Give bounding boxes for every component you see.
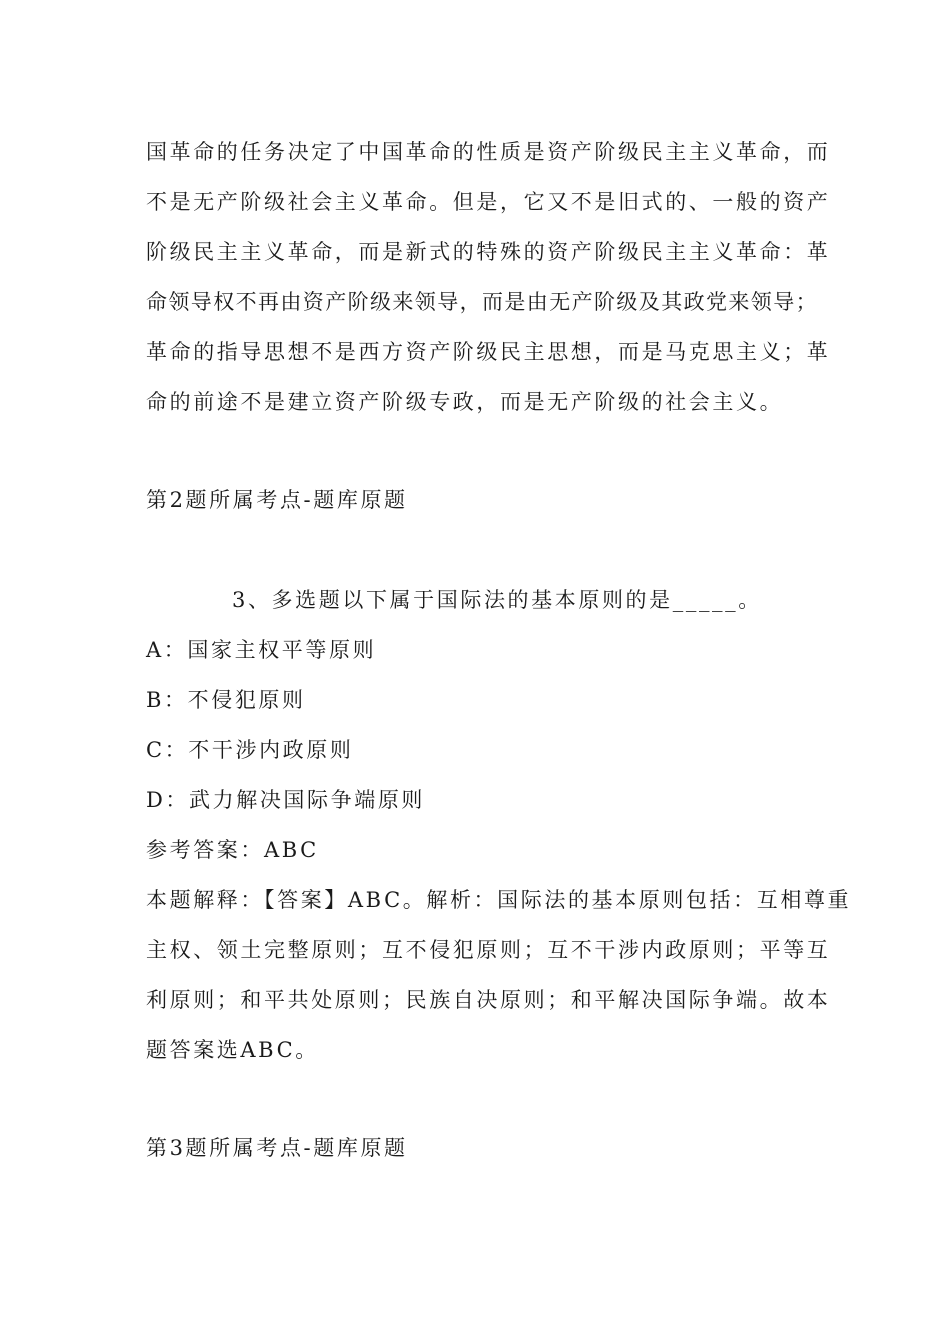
- option-c: C：不干涉内政原则: [146, 738, 354, 762]
- reference-answer: 参考答案：ABC: [146, 838, 319, 862]
- question-3-stem: 3、多选题以下属于国际法的基本原则的是_____。: [232, 588, 762, 612]
- paragraph-line: 革命的指导思想不是西方资产阶级民主思想，而是马克思主义；革: [146, 340, 831, 364]
- paragraph-line: 命领导权不再由资产阶级来领导，而是由无产阶级及其政党来领导；: [146, 290, 818, 314]
- paragraph-line: 不是无产阶级社会主义革命。但是，它又不是旧式的、一般的资产: [146, 190, 831, 214]
- question-3-point-heading: 第3题所属考点-题库原题: [146, 1136, 408, 1160]
- explanation-line: 本题解释：【答案】ABC。解析：国际法的基本原则包括：互相尊重: [146, 888, 852, 912]
- explanation-line: 题答案选ABC。: [146, 1038, 319, 1062]
- explanation-line: 主权、领土完整原则；互不侵犯原则；互不干涉内政原则；平等互: [146, 938, 831, 962]
- paragraph-line: 国革命的任务决定了中国革命的性质是资产阶级民主主义革命，而: [146, 140, 831, 164]
- paragraph-line: 阶级民主主义革命，而是新式的特殊的资产阶级民主主义革命：革: [146, 240, 831, 264]
- question-2-point-heading: 第2题所属考点-题库原题: [146, 488, 408, 512]
- explanation-line: 利原则；和平共处原则；民族自决原则；和平解决国际争端。故本: [146, 988, 831, 1012]
- option-a: A：国家主权平等原则: [146, 638, 377, 662]
- paragraph-line: 命的前途不是建立资产阶级专政，而是无产阶级的社会主义。: [146, 390, 784, 414]
- option-b: B：不侵犯原则: [146, 688, 306, 712]
- option-d: D：武力解决国际争端原则: [146, 788, 426, 812]
